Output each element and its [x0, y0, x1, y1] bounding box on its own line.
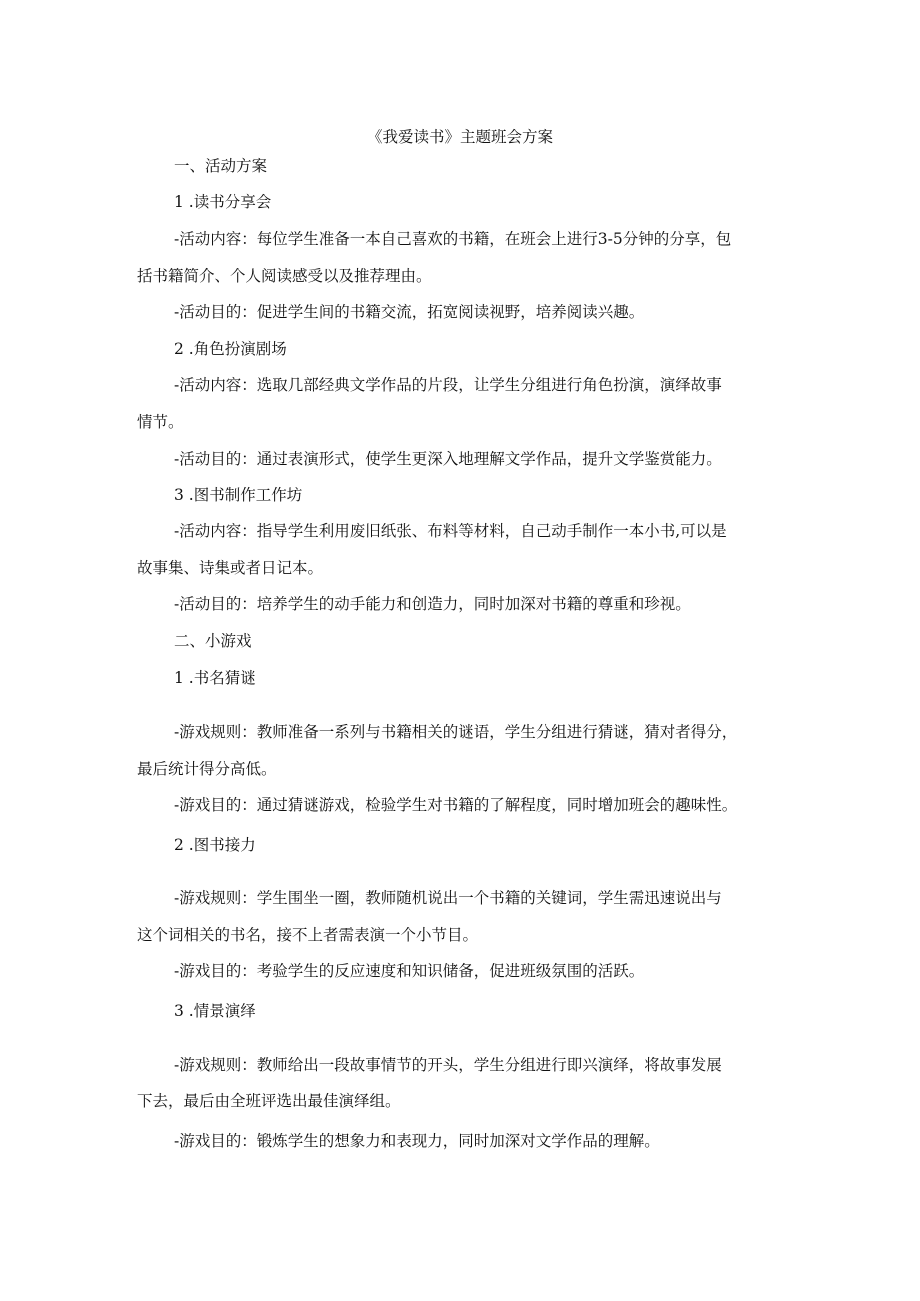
activity-3-content-line-1: -活动内容：指导学生利用废旧纸张、布料等材料，自己动手制作一本小书,可以是: [174, 522, 727, 540]
activity-1-goal: -活动目的：促进学生间的书籍交流，拓宽阅读视野，培养阅读兴趣。: [174, 303, 645, 321]
activity-2-goal: -活动目的：通过表演形式，使学生更深入地理解文学作品，提升文学鉴赏能力。: [174, 450, 722, 468]
game-1-goal: -游戏目的：通过猜谜游戏，检验学生对书籍的了解程度，同时增加班会的趣味性。: [174, 796, 738, 814]
game-3-title: 3 .情景演绎: [174, 1002, 256, 1020]
game-2-goal: -游戏目的：考验学生的反应速度和知识储备，促进班级氛围的活跃。: [174, 962, 645, 980]
activity-2-content-line-1: -活动内容：选取几部经典文学作品的片段，让学生分组进行角色扮演，演绎故事: [174, 376, 722, 394]
activity-1-title: 1 .读书分享会: [174, 193, 272, 211]
game-3-goal: -游戏目的：锻炼学生的想象力和表现力，同时加深对文学作品的理解。: [174, 1132, 660, 1150]
activity-2-content-line-2: 情节。: [137, 413, 184, 431]
game-1-title: 1 .书名猜谜: [174, 669, 256, 687]
game-2-rule-line-1: -游戏规则：学生围坐一圈，教师随机说出一个书籍的关键词，学生需迅速说出与: [174, 889, 722, 907]
game-1-rule-line-2: 最后统计得分高低。: [137, 760, 277, 778]
section-heading-activities: 一、活动方案: [174, 157, 268, 175]
activity-1-content-line-2: 括书籍简介、个人阅读感受以及推荐理由。: [137, 267, 432, 285]
game-3-rule-line-2: 下去，最后由全班评选出最佳演绎组。: [137, 1092, 401, 1110]
game-2-rule-line-2: 这个词相关的书名，接不上者需表演一个小节目。: [137, 926, 479, 944]
section-heading-games: 二、小游戏: [174, 632, 252, 650]
activity-3-goal: -活动目的：培养学生的动手能力和创造力，同时加深对书籍的尊重和珍视。: [174, 595, 691, 613]
document-title: 《我爱读书》主题班会方案: [366, 128, 553, 146]
activity-1-content-line-1: -活动内容：每位学生准备一本自己喜欢的书籍，在班会上进行3-5分钟的分享，包: [174, 230, 732, 248]
activity-3-title: 3 .图书制作工作坊: [174, 486, 303, 504]
game-1-rule-line-1: -游戏规则：教师准备一系列与书籍相关的谜语，学生分组进行猜谜，猜对者得分，: [174, 723, 738, 741]
game-3-rule-line-1: -游戏规则：教师给出一段故事情节的开头，学生分组进行即兴演绎，将故事发展: [174, 1056, 722, 1074]
activity-2-title: 2 .角色扮演剧场: [174, 340, 287, 358]
game-2-title: 2 .图书接力: [174, 836, 256, 854]
activity-3-content-line-2: 故事集、诗集或者日记本。: [137, 559, 324, 577]
